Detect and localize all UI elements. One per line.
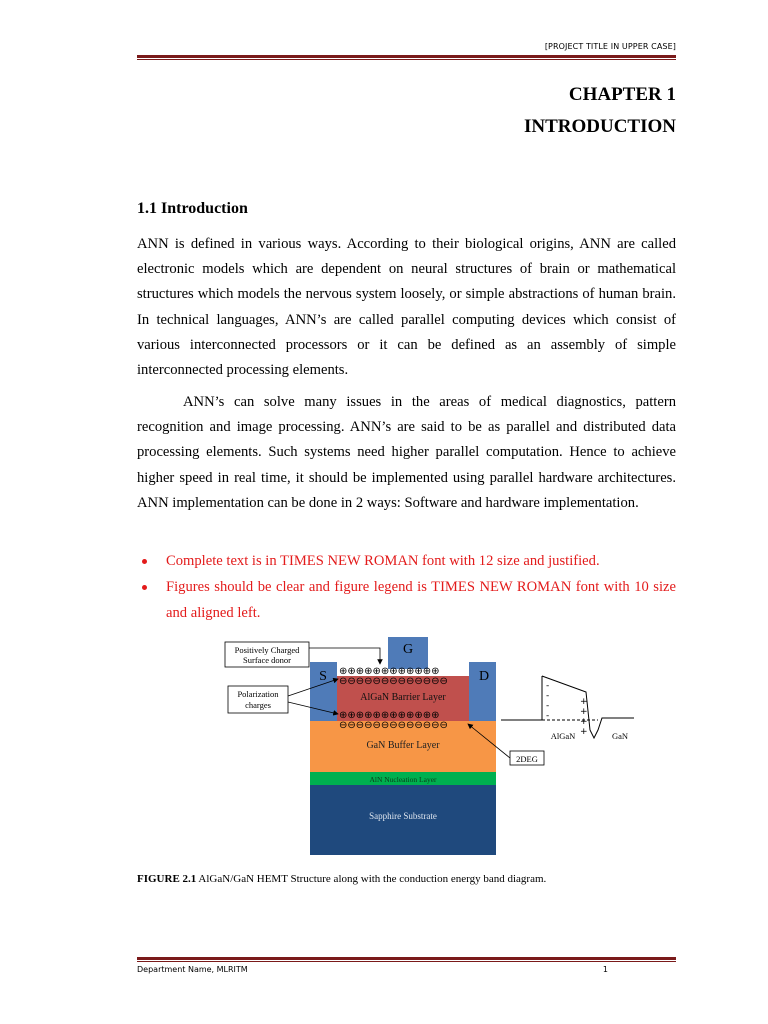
bullet-text: Complete text is in TIMES NEW ROMAN font with 12 size and justified. (166, 553, 600, 569)
figure-caption-label: FIGURE 2.1 (137, 873, 197, 885)
running-header: [PROJECT TITLE IN UPPER CASE] (544, 42, 676, 51)
band-charges-icon (546, 681, 588, 737)
source-label: S (319, 669, 327, 684)
band-gan-label: GaN (611, 731, 629, 741)
drain-label: D (478, 669, 490, 684)
svg-text:-: - (546, 701, 550, 711)
paragraph-2: ANN’s can solve many issues in the areas of medical diagnostics, pattern recognition and image processing. ANN’s are said to be as parallel and distributed data processing elements. Such systems need higher parallel computation. Hence to achieve higher speed in real time, it should be implemented using parallel hardware architectures. ANN implementation can be done in 2 ways: Software and hardware implementation. (137, 394, 676, 511)
figure-caption (137, 873, 546, 885)
svg-text:+: + (580, 717, 588, 727)
footer-rule-thin (137, 961, 676, 962)
surface-donor-label-2: Surface donor (243, 655, 291, 665)
chapter-number: CHAPTER 1 (568, 84, 676, 105)
bullet-list (137, 548, 676, 626)
chapter-title: INTRODUCTION (523, 116, 676, 137)
buffer-label: GaN Buffer Layer (366, 740, 440, 751)
hemt-figure (220, 634, 640, 859)
substrate-label: Sapphire Substrate (369, 811, 437, 821)
bullet-item (137, 574, 676, 626)
section-heading: 1.1 Introduction (137, 200, 248, 217)
header-rule-thick (137, 55, 676, 58)
polarization-label-1: Polarization (237, 689, 279, 699)
svg-text:⊖⊖⊖⊖⊖⊖⊖⊖⊖⊖⊖⊖⊖: ⊖⊖⊖⊖⊖⊖⊖⊖⊖⊖⊖⊖⊖ (339, 676, 448, 687)
paragraph-1: ANN is defined in various ways. According to their biological origins, ANN are called electronic models which are dependent on neural structures of brain or mathematical structures which models the nervous system loosely, or simple abstractions of human brain. In technical languages, ANN’s are called parallel computing devices which consist of various interconnected processors or it can be defined as an assembly of simple interconnected processing elements. (137, 236, 676, 379)
bullet-item (137, 548, 676, 574)
footer-rule-thick (137, 957, 676, 960)
band-algan-label: AlGaN (550, 731, 576, 741)
twodeg-label: 2DEG (516, 754, 538, 764)
svg-text:⊕⊕⊕⊕⊕⊕⊕⊕⊕⊕⊕⊕: ⊕⊕⊕⊕⊕⊕⊕⊕⊕⊕⊕⊕ (339, 710, 440, 721)
surface-donor-label-1: Positively Charged (234, 645, 300, 655)
bullet-text: Figures should be clear and figure legend is TIMES NEW ROMAN font with 10 size and aligned left. (166, 579, 676, 621)
bullet-dot-icon (142, 559, 147, 564)
polarization-label-2: charges (245, 700, 271, 710)
svg-text:⊖⊖⊖⊖⊖⊖⊖⊖⊖⊖⊖⊖⊖: ⊖⊖⊖⊖⊖⊖⊖⊖⊖⊖⊖⊖⊖ (339, 720, 448, 731)
svg-text:+: + (580, 697, 588, 707)
barrier-label: AlGaN Barrier Layer (360, 692, 446, 703)
header-rule-thin (137, 59, 676, 60)
svg-text:-: - (546, 711, 550, 721)
svg-text:+: + (580, 727, 588, 737)
gate-label: G (402, 642, 414, 657)
band-diagram (501, 676, 634, 738)
figure-caption-text: AlGaN/GaN HEMT Structure along with the conduction energy band diagram. (196, 873, 547, 885)
svg-text:-: - (546, 691, 550, 701)
svg-text:-: - (546, 681, 550, 691)
svg-text:⊕⊕⊕⊕⊕⊕⊕⊕⊕⊕⊕⊕: ⊕⊕⊕⊕⊕⊕⊕⊕⊕⊕⊕⊕ (339, 666, 440, 677)
svg-text:+: + (580, 707, 588, 717)
page-number: 1 (602, 965, 608, 974)
nucleation-label: AlN Nucleation Layer (369, 775, 437, 784)
footer-department: Department Name, MLRITM (137, 965, 248, 974)
bullet-dot-icon (142, 585, 147, 590)
